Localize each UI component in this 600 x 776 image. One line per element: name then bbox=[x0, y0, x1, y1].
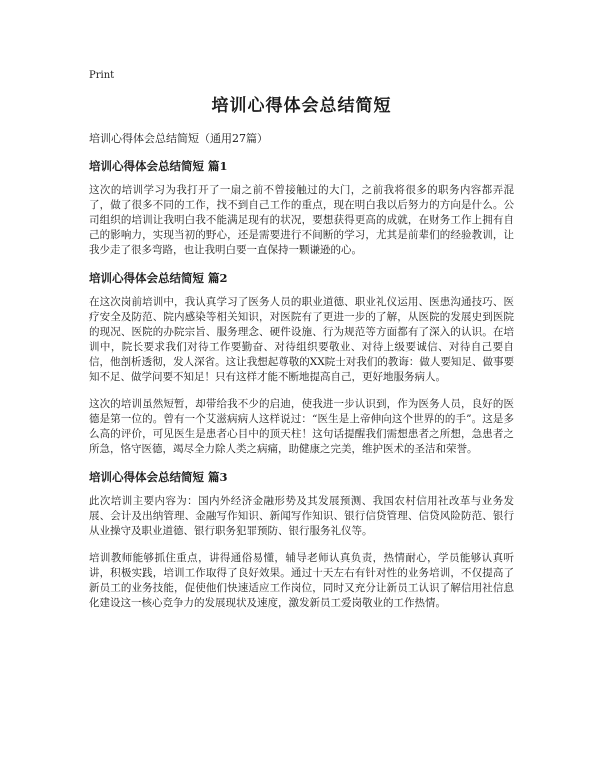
print-link[interactable]: Print bbox=[89, 70, 115, 81]
paragraph: 此次培训主要内容为：国内外经济金融形势及其发展预测、我国农村信用社改革与业务发展、会计及出纳管理、金融写作知识、新闻写作知识、银行信贷管理、信贷风险防范、银行从业操守及职业道德、银行职务犯罪预防、银行服务礼仪等。 bbox=[89, 495, 514, 537]
paragraph: 培训教师能够抓住重点，讲得通俗易懂，辅导老师认真负责，热情耐心，学员能够认真听讲，积极实践，培训工作取得了良好效果。通过十天左右有针对性的业务培训，不仅提高了新员工的业务技能，促使他们快速适应工作岗位，同时又充分让新员工认识了解信用社信息化建设这一核心竞争力的发展现状及速度，激发新员工爱岗敬业的工作热情。 bbox=[89, 552, 514, 609]
section-heading: 培训心得体会总结简短 篇2 bbox=[89, 271, 228, 285]
paragraph: 这次的培训虽然短暂，却带给我不少的启迪，使我进一步认识到，作为医务人员，良好的医德是第一位的。曾有一个艾滋病病人这样说过：“医生是上帝伸向这个世界的的手”。这是多么高的评价，可见医生是患者心目中的顶天柱！这句话提醒我们需想患者之所想，急患者之所急，恪守医德，竭尽全力除人类之病痛，助健康之完美，维护医术的圣洁和荣誉。 bbox=[89, 398, 514, 455]
section-1 bbox=[89, 158, 514, 258]
section-heading: 培训心得体会总结简短 篇1 bbox=[89, 159, 228, 173]
section-2 bbox=[89, 270, 514, 457]
paragraph: 在这次岗前培训中，我认真学习了医务人员的职业道德、职业礼仪运用、医患沟通技巧、医疗安全及防范、院内感染等相关知识，对医院有了更进一步的了解，从医院的发展史到医院的现况、医院的办院宗旨、服务理念、硬件设施、行为规范等方面都有了深入的认识。在培训中，院长要求我们对待工作要勤奋、对待组织要敬业、对待上级要诚信、对待自己要自信，他剖析透彻，发人深省。这让我想起尊敬的XX院士对我们的教诲：做人要知足、做事要知不足、做学问要不知足！只有这样才能不断地提高自己，更好地服务病人。 bbox=[89, 296, 514, 383]
paragraph: 这次的培训学习为我打开了一扇之前不曾接触过的大门，之前我将很多的职务内容都弄混了，做了很多不同的工作，找不到自己工作的重点，现在明白我以后努力的方向是什么。公司组织的培训让我明白我不能满足现有的状况，要想获得更高的成就，在财务工作上拥有自己的影响力，实现当初的野心，还是需要进行不间断的学习，尤其是前辈们的经验教训，让我少走了很多弯路，也让我明白要一直保持一颗谦逊的心。 bbox=[89, 184, 514, 256]
section-3 bbox=[89, 469, 514, 611]
page-title: 培训心得体会总结简短 bbox=[211, 96, 392, 116]
document-page bbox=[89, 70, 514, 623]
document-subtitle: 培训心得体会总结简短（通用27篇） bbox=[89, 132, 268, 145]
section-heading: 培训心得体会总结简短 篇3 bbox=[89, 470, 228, 484]
